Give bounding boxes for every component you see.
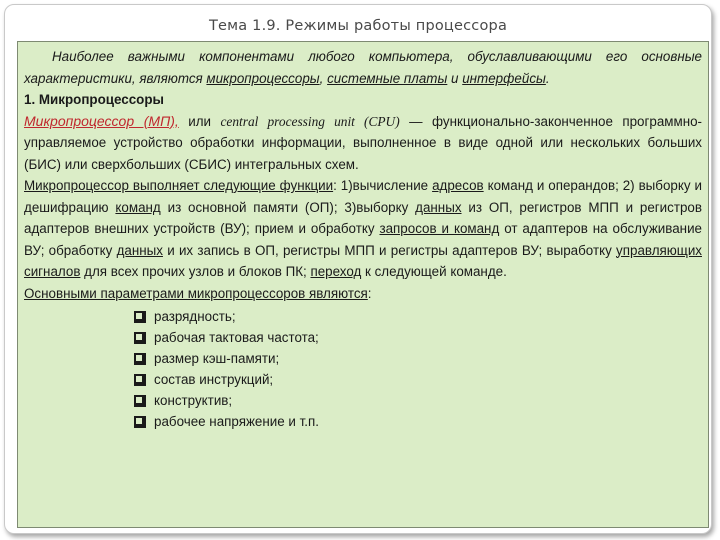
intro-conjunction: и (447, 70, 463, 86)
intro-paragraph (24, 46, 702, 89)
intro-separator: , (319, 70, 328, 86)
list-item (134, 390, 702, 411)
checkbox-bullet-icon (134, 311, 146, 323)
functions-text-1: : 1)вычисление (333, 178, 433, 193)
checkbox-bullet-icon (134, 374, 146, 386)
functions-text-5: от адаптеров на обслуживание ВУ; обработку (24, 221, 702, 258)
definition-paragraph (24, 111, 702, 176)
functions-text-6: и их запись в ОП, регистры МПП и регистры адаптеров ВУ; выработку (162, 242, 617, 258)
params-heading (24, 283, 702, 305)
functions-commands: команд (115, 199, 161, 215)
params-heading-colon: : (367, 285, 372, 301)
section-heading: 1. Микропроцессоры (24, 92, 164, 107)
list-item (134, 348, 702, 369)
list-item (134, 411, 702, 432)
checkbox-bullet-icon (134, 416, 146, 428)
functions-text-2: команд и операндов; 2) выборку и дешифрацию (24, 178, 702, 215)
definition-text: — функционально-законченное программно-управляемое устройство обработки информации, выполненное в виде одной или нескольких больших (БИС) или сверхбольших (СБИС) интегральных схем. (24, 113, 702, 172)
checkbox-bullet-icon (134, 395, 146, 407)
intro-end: . (545, 70, 550, 86)
functions-data: данных (415, 199, 462, 215)
list-item (134, 327, 702, 348)
term-microprocessors: микропроцессоры (206, 70, 320, 86)
functions-transition: переход (310, 264, 362, 279)
params-heading-text: Основными параметрами микропроцессоров являются (24, 285, 368, 301)
definition-english: central processing unit (CPU) (220, 113, 400, 129)
params-list (24, 306, 702, 432)
param-label: конструктив; (154, 393, 233, 408)
definition-or: или (178, 113, 221, 129)
functions-data-2: данных (116, 242, 163, 258)
functions-lead: Микропроцессор выполняет следующие функции (24, 178, 334, 193)
definition-term: Микропроцессор (МП), (24, 112, 179, 129)
functions-control-signals: управляющих сигналов (24, 242, 702, 279)
slide-title: Тема 1.9. Режимы работы процессора (208, 18, 508, 34)
checkbox-bullet-icon (134, 353, 146, 365)
param-label: рабочая тактовая частота; (154, 330, 319, 345)
term-motherboards: системные платы (327, 70, 448, 86)
param-label: размер кэш-памяти; (154, 351, 280, 366)
functions-paragraph (24, 175, 702, 283)
functions-requests: запросов и команд (379, 221, 500, 236)
slide-frame (4, 4, 712, 534)
list-item (134, 306, 702, 327)
intro-text: Наиболее важными компонентами любого компьютера, обуславливающими его основные характеристики, являются (24, 49, 702, 86)
term-interfaces: интерфейсы (462, 70, 546, 86)
functions-text-4: из ОП, регистров МПП и регистров адаптеров внешних устройств (ВУ); прием и обработку (24, 199, 702, 236)
functions-text-8: к следующей команде. (361, 264, 507, 279)
param-label: рабочее напряжение и т.п. (154, 414, 319, 429)
checkbox-bullet-icon (134, 332, 146, 344)
functions-text-3: из основной памяти (ОП); 3)выборку (160, 199, 416, 215)
list-item (134, 369, 702, 390)
content-panel (17, 41, 709, 528)
param-label: состав инструкций; (154, 372, 274, 387)
functions-addresses: адресов (432, 178, 484, 193)
param-label: разрядность; (154, 309, 236, 324)
functions-text-7: для всех прочих узлов и блоков ПК; (80, 264, 311, 279)
